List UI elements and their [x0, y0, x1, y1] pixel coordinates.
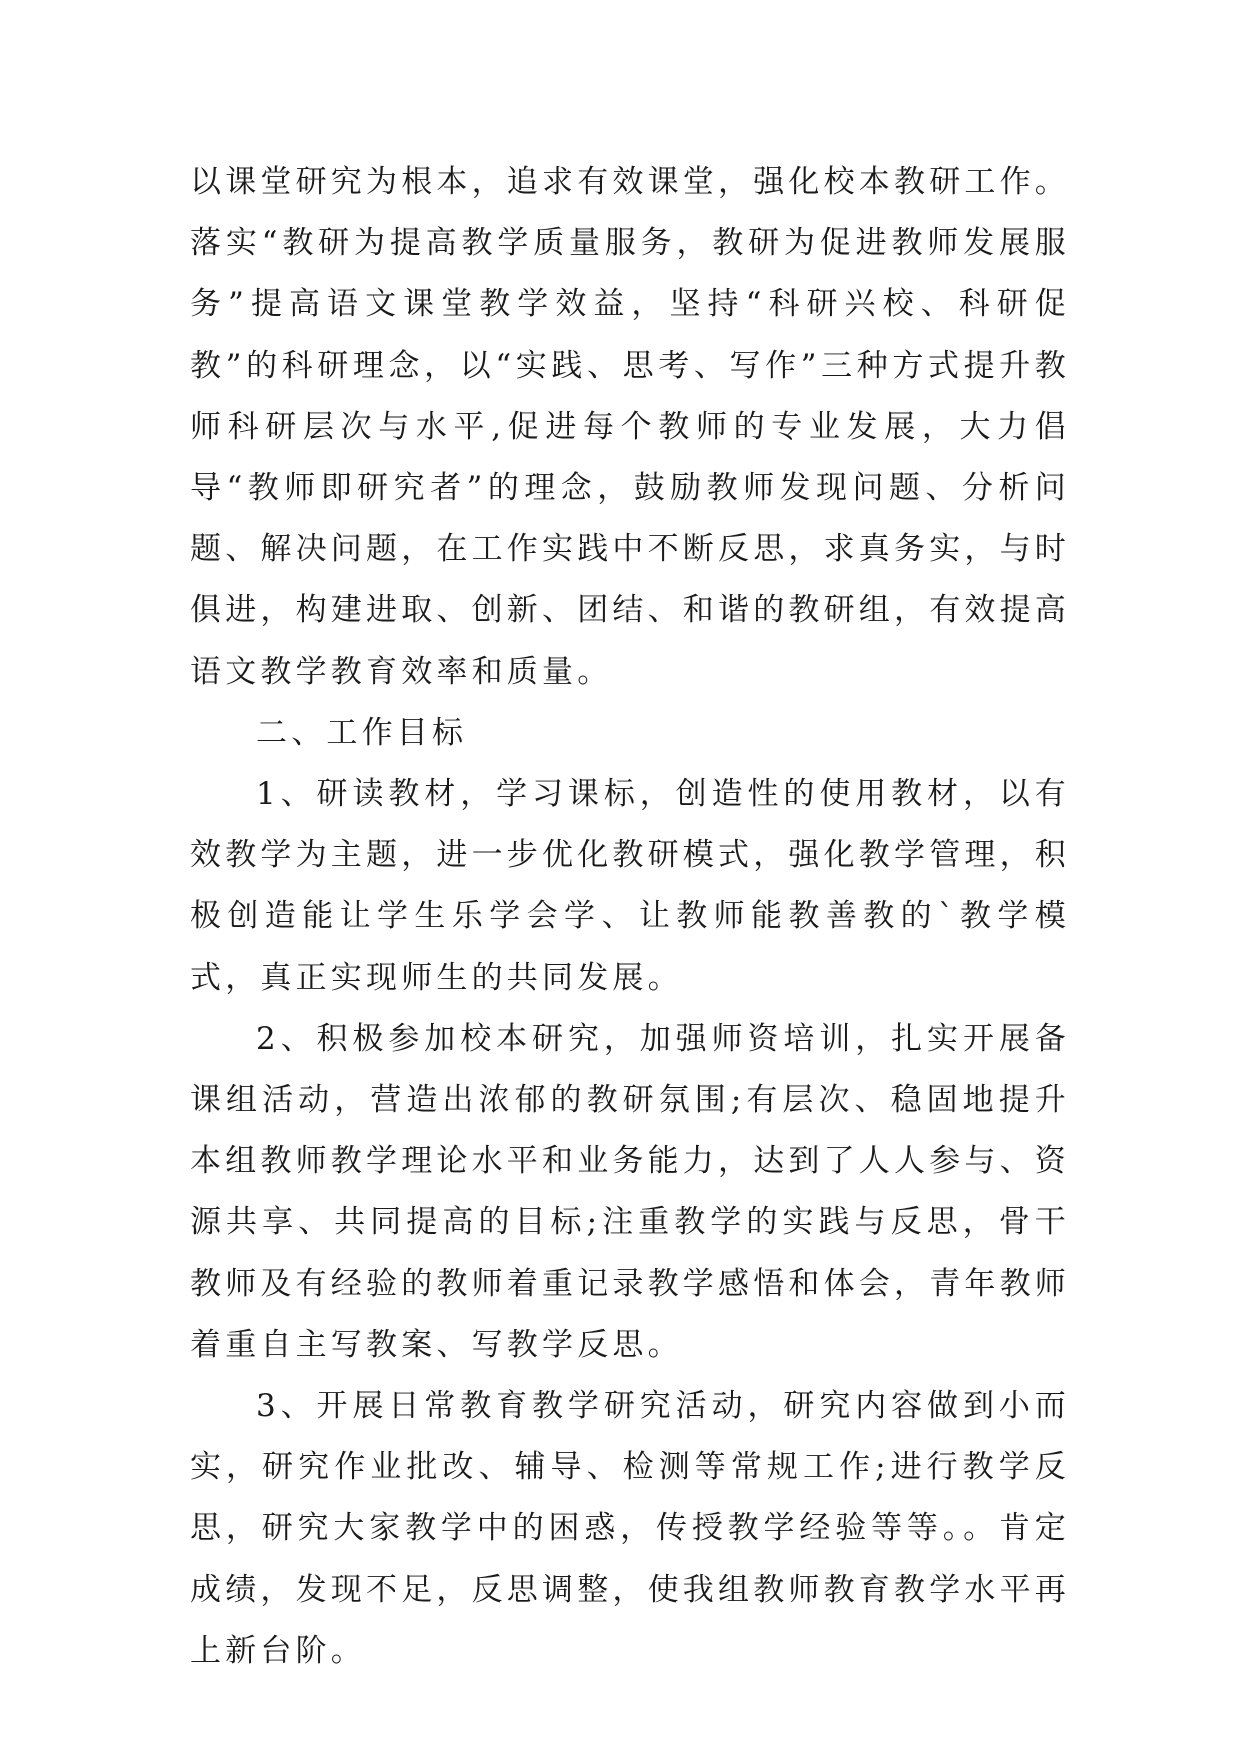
goal-2-paragraph: 2、积极参加校本研究，加强师资培训，扎实开展备课组活动，营造出浓郁的教研氛围;有层次、稳固地提升本组教师教学理论水平和业务能力，达到了人人参与、资源共享、共同提高的目标;注重教学的实践与反思，骨干教师及有经验的教师着重记录教学感悟和体会，青年教师着重自主写教案、写教学反思。 — [190, 1020, 1070, 1363]
document-body — [190, 152, 1070, 1682]
goal-1-paragraph: 1、研读教材，学习课标，创造性的使用教材，以有效教学为主题，进一步优化教研模式，强化教学管理，积极创造能让学生乐学会学、让教师能教善教的`教学模式，真正实现师生的共同发展。 — [190, 776, 1070, 996]
section-heading-work-goals: 二、工作目标 — [256, 714, 468, 751]
goal-3-paragraph: 3、开展日常教育教学研究活动，研究内容做到小而实，研究作业批改、辅导、检测等常规工作;进行教学反思，研究大家教学中的困惑，传授教学经验等等。。肯定成绩，发现不足，反思调整，使我组教师教育教学水平再上新台阶。 — [190, 1388, 1070, 1669]
intro-paragraph: 以课堂研究为根本，追求有效课堂，强化校本教研工作。落实“教研为提高教学质量服务，教研为促进教师发展服务”提高语文课堂教学效益，坚持“科研兴校、科研促教”的科研理念，以“实践、思考、写作”三种方式提升教师科研层次与水平,促进每个教师的专业发展，大力倡导“教师即研究者”的理念，鼓励教师发现问题、分析问题、解决问题，在工作实践中不断反思，求真务实，与时俱进，构建进取、创新、团结、和谐的教研组，有效提高语文教学教育效率和质量。 — [190, 164, 1070, 690]
